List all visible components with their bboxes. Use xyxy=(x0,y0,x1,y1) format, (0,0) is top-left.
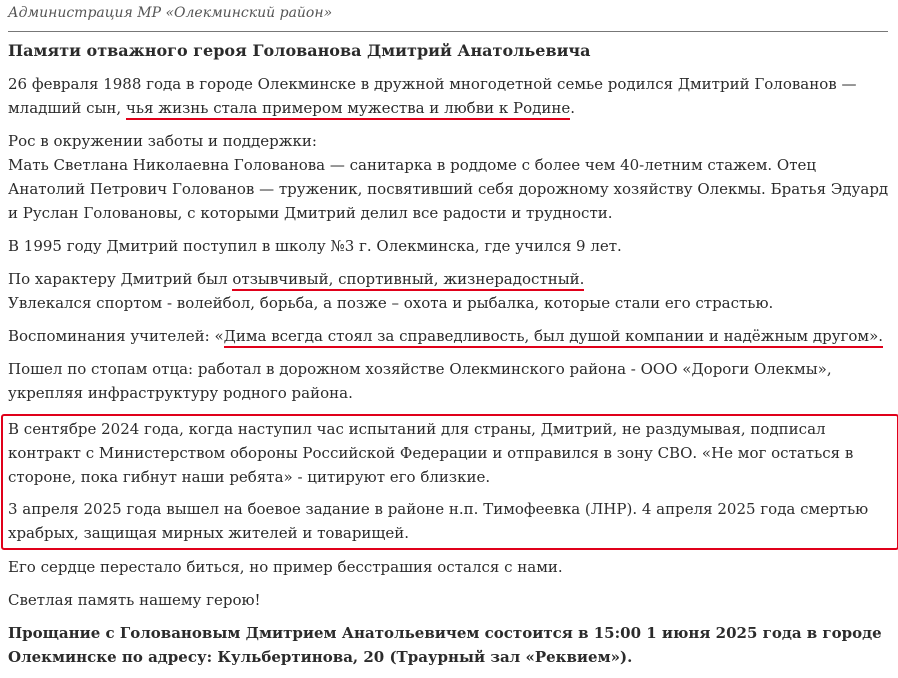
paragraph-family xyxy=(8,129,892,225)
paragraph-teachers xyxy=(8,324,892,348)
paragraph-contract: В сентябре 2024 года, когда наступил час испытаний для страны, Дмитрий, не раздумывая, подписал контракт с Министерством обороны Российской Федерации и отправился в зону СВО. «Не мог остаться в стороне, пока гибнут наши ребята» - цитируют его близкие. xyxy=(8,420,854,486)
paragraph-character-text: По характеру Дмитрий был xyxy=(8,270,233,288)
underlined-phrase-courage: чья жизнь стала примером мужества и любви к Родине xyxy=(126,99,570,120)
highlight-box xyxy=(1,414,898,550)
article-title: Памяти отважного героя Голованова Дмитрий Анатольевича xyxy=(8,41,591,60)
divider xyxy=(8,31,888,32)
paragraph-character xyxy=(8,267,892,315)
paragraph-family-intro: Рос в окружении заботы и поддержки: xyxy=(8,132,317,150)
paragraph-family-text: Мать Светлана Николаевна Голованова — санитарка в роддоме с более чем 40-летним стажем. Отец Анатолий Петрович Голованов — труженик, посвятивший себя дорожному хозяйству Олекмы. Братья Эдуард и Руслан Головановы, с которыми Дмитрий делил все радости и трудности. xyxy=(8,156,889,222)
underlined-phrase-character: отзывчивый, спортивный, жизнерадостный. xyxy=(232,270,584,291)
paragraph-farewell: Прощание с Головановым Дмитрием Анатольевичем состоится в 15:00 1 июня 2025 года в городе Олекминске по адресу: Кульбертинова, 20 (Траурный зал «Реквием»). xyxy=(8,624,882,666)
paragraph-birth-end: . xyxy=(570,99,576,117)
paragraph-teachers-text: Воспоминания учителей: « xyxy=(8,327,224,345)
paragraph-birth xyxy=(8,72,892,120)
source-label: Администрация МР «Олекминский район» xyxy=(8,5,333,21)
underlined-quote-teachers: Дима всегда стоял за справедливость, был душой компании и надёжным другом». xyxy=(224,327,883,348)
paragraph-memory: Его сердце перестало биться, но пример бесстрашия остался с нами. xyxy=(8,558,563,576)
paragraph-death: 3 апреля 2025 года вышел на боевое задание в районе н.п. Тимофеевка (ЛНР). 4 апреля 2025 года смертью храбрых, защищая мирных жителей и товарищей. xyxy=(8,500,869,542)
paragraph-work: Пошел по стопам отца: работал в дорожном хозяйстве Олекминского района - ООО «Дороги Олекмы», укрепляя инфраструктуру родного района. xyxy=(8,360,832,402)
paragraph-school: В 1995 году Дмитрий поступил в школу №3 г. Олекминска, где учился 9 лет. xyxy=(8,237,622,255)
paragraph-hobbies: Увлекался спортом - волейбол, борьба, а позже – охота и рыбалка, которые стали его страстью. xyxy=(8,294,774,312)
paragraph-birth-text: 26 февраля 1988 года в городе Олекминске в дружной многодетной семье родился Дмитрий Голованов — младший сын, xyxy=(8,75,857,117)
paragraph-tribute: Светлая память нашему герою! xyxy=(8,591,261,609)
article-body xyxy=(8,39,892,678)
